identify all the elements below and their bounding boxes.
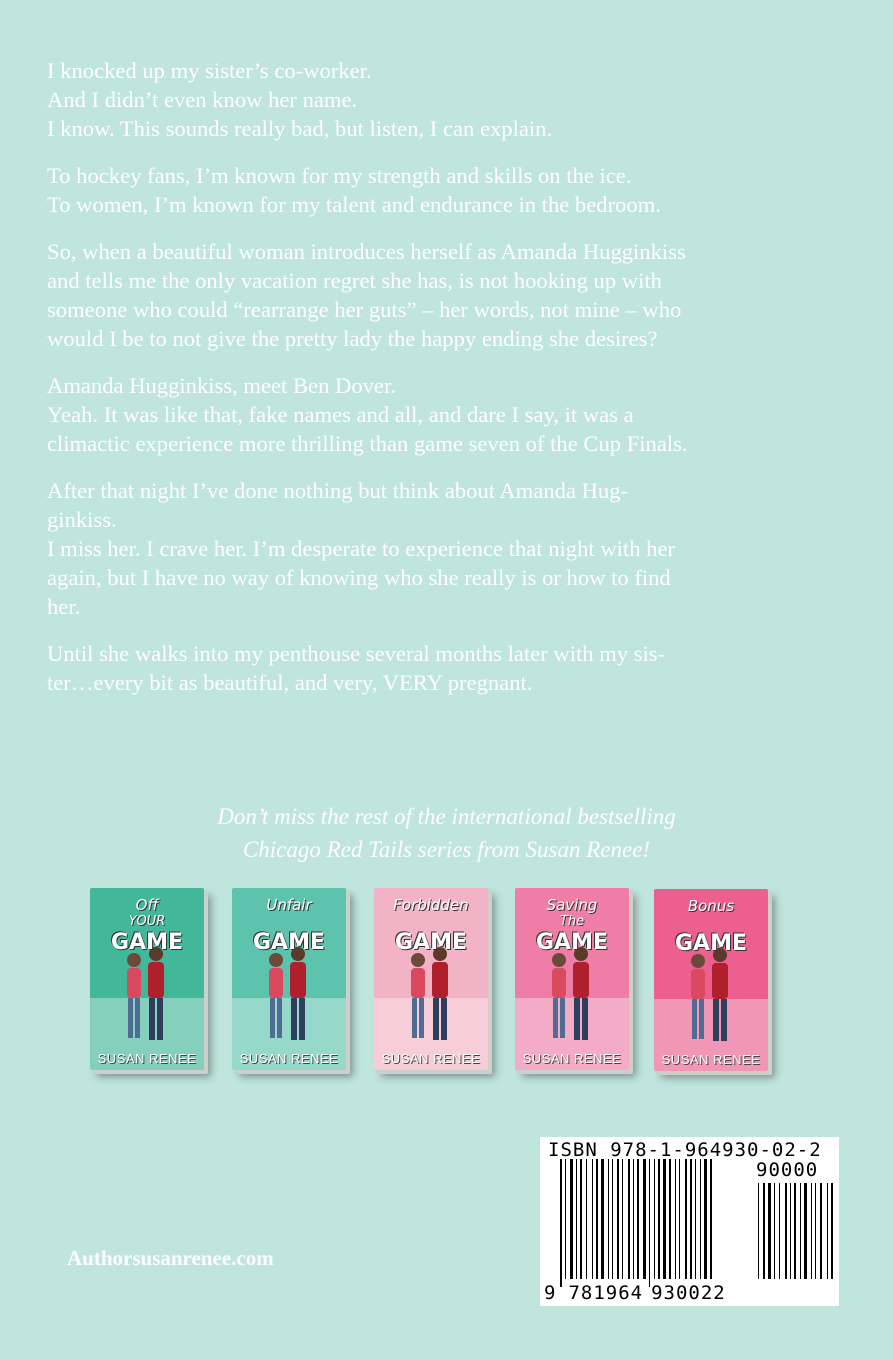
barcode-bar [690,1159,692,1279]
book-cover [654,889,768,1071]
barcode-bar [669,1159,671,1279]
blurb-line: and tells me the only vacation regret she has, is not hooking up with [47,268,662,293]
isbn-barcode [540,1137,839,1306]
barcode-bar [643,1159,646,1279]
blurb-line: climactic experience more thrilling than game seven of the Cup Finals. [47,431,688,456]
addon-bar [768,1183,771,1279]
barcode-bar [679,1159,680,1279]
book-title-main: GAME [394,930,467,955]
barcode-bar [617,1159,619,1279]
ean-first-digit: 9 [544,1282,557,1304]
barcode-bar [612,1159,613,1279]
addon-bar [811,1183,812,1279]
isbn-label: ISBN 978-1-964930-02-2 [548,1139,822,1161]
barcode-bar [649,1159,650,1287]
blurb-line: ter…every bit as beautiful, and very, VERY pregnant. [47,670,533,695]
book-cover [515,888,629,1070]
barcode-bar [576,1159,577,1279]
blurb-line: ginkiss. [47,507,117,532]
barcode-bar [628,1159,630,1279]
blurb-line: So, when a beautiful woman introduces herself as Amanda Hugginkiss [47,239,686,264]
blurb-line: And I didn’t even know her name. [47,87,358,112]
barcode-bar [654,1159,655,1279]
barcode-bar [658,1159,660,1279]
blurb-line: I knocked up my sister’s co-worker. [47,58,372,83]
blurb-line: I know. This sounds really bad, but listen, I can explain. [47,116,553,141]
ean-left-digits: 781964 [568,1282,644,1304]
barcode-bar [601,1159,604,1279]
addon-bar [794,1183,796,1279]
barcode-bar [710,1159,712,1279]
barcode-bar [580,1159,582,1279]
book-title-top: Unfair [266,896,312,914]
book-covers-row [0,886,893,1086]
barcode-bar [622,1159,623,1279]
blurb-line: her. [47,594,81,619]
blurb-line: Yeah. It was like that, fake names and all, and dare I say, it was a [47,402,634,427]
blurb-line: Amanda Hugginkiss, meet Ben Dover. [47,373,396,398]
barcode-bar [570,1159,573,1279]
book-title-mid: YOUR [128,914,166,929]
author-website[interactable]: Authorsusanrenee.com [67,1246,274,1270]
blurb-paragraph [47,639,847,697]
book-title-main: GAME [674,931,747,956]
barcode-bar [565,1159,566,1279]
book-title-main: GAME [252,930,325,955]
addon-bar [804,1183,807,1279]
blurb-line: again, but I have no way of knowing who she really is or how to find [47,565,671,590]
blurb-paragraph [47,476,847,621]
ean-digits [544,1282,726,1304]
addon-bar [758,1183,759,1279]
book-cover [90,888,204,1070]
barcode-bar [608,1159,609,1279]
book-title-top: Forbidden [393,896,469,914]
ean-right-digits: 930022 [651,1282,726,1304]
barcode-bar [586,1159,587,1279]
book-title-top: Saving [546,896,598,914]
cover-illustration [232,888,346,1070]
barcode-bar [704,1159,707,1279]
cover-illustration [374,888,488,1070]
addon-bar [831,1183,833,1279]
addon-bar [827,1183,828,1279]
barcode-bar [596,1159,598,1279]
series-promo [0,800,893,866]
barcode-bar [700,1159,701,1279]
barcode-bar [637,1159,639,1279]
blurb-text [47,56,847,715]
book-author: SUSAN RENEE [381,1051,481,1066]
barcode-bar [633,1159,634,1279]
blurb-line: would I be to not give the pretty lady the happy ending she desires? [47,326,658,351]
blurb-line: I miss her. I crave her. I’m desperate to experience that night with her [47,536,675,561]
addon-bar [790,1183,791,1279]
blurb-paragraph [47,56,847,143]
barcode-bar [685,1159,687,1279]
book-author: SUSAN RENEE [522,1051,622,1066]
blurb-line: After that night I’ve done nothing but think about Amanda Hug- [47,478,629,503]
addon-bar [800,1183,801,1279]
blurb-paragraph [47,237,847,353]
book-cover [374,888,488,1070]
addon-bar [779,1183,780,1279]
book-title-mid: The [559,914,585,929]
book-author: SUSAN RENEE [97,1051,197,1066]
blurb-line: Until she walks into my penthouse several months later with my sis- [47,641,666,666]
book-author: SUSAN RENEE [239,1051,339,1066]
addon-bar [820,1183,822,1279]
blurb-line: To hockey fans, I’m known for my strength and skills on the ice. [47,163,632,188]
barcode-bar [592,1159,593,1279]
book-cover [232,888,346,1070]
barcode-bar [675,1159,676,1279]
isbn-addon: 90000 [756,1159,819,1181]
book-title-top: Bonus [687,897,735,915]
promo-line-2: Chicago Red Tails series from Susan Renee! [242,837,651,862]
barcode-bar [663,1159,666,1279]
blurb-line: To women, I’m known for my talent and endurance in the bedroom. [47,192,661,217]
addon-bar [785,1183,787,1279]
cover-illustration [654,889,768,1071]
promo-line-1: Don’t miss the rest of the international bestselling [217,804,676,829]
addon-bar [774,1183,775,1279]
book-title-top: Off [135,896,159,914]
barcode-bar [560,1159,562,1287]
book-title-main: GAME [110,930,183,955]
book-author: SUSAN RENEE [661,1052,761,1067]
book-title-main: GAME [535,930,608,955]
barcode-bar [695,1159,696,1279]
addon-bar [763,1183,765,1279]
blurb-paragraph [47,161,847,219]
addon-bar [815,1183,816,1279]
blurb-paragraph [47,371,847,458]
blurb-line: someone who could “rearrange her guts” – her words, not mine – who [47,297,682,322]
